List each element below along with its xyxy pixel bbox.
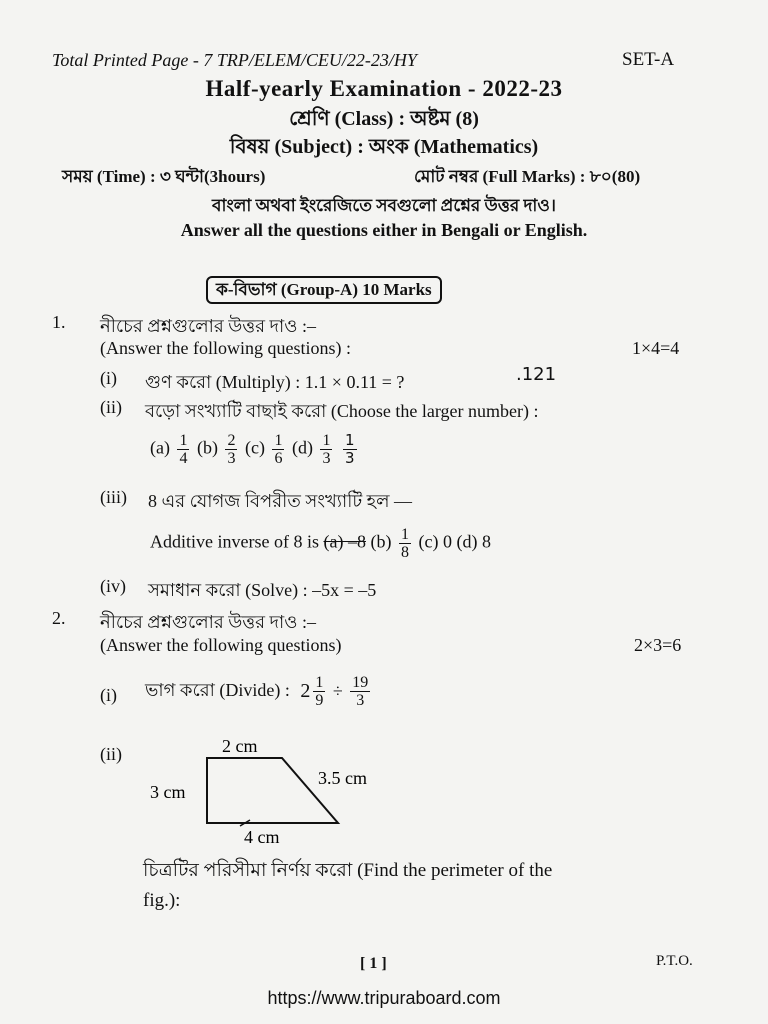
q2-ii-question-line1: চিত্রটির পরিসীমা নির্ণয় করো (Find the perimeter of the: [143, 860, 553, 881]
q1-ii-label: (ii): [100, 397, 122, 417]
option-d: (d) 8: [456, 531, 491, 552]
exam-title: Half-yearly Examination - 2022-23: [205, 76, 563, 101]
option-b-fraction: $\frac{1}{8}$: [400, 526, 409, 561]
q1-iii-text: 8 এর যোগজ বিপরীত সংখ্যাটি হল —: [148, 491, 413, 511]
subject-line: বিষয় (Subject) : অংক (Mathematics): [229, 136, 539, 158]
q1-english-instruction: (Answer the following questions) :: [100, 338, 351, 358]
option-a-struck: (a) –8: [323, 531, 366, 552]
q1-number: 1.: [52, 312, 66, 332]
source-url: https://www.tripuraboard.com: [267, 988, 501, 1008]
time-line: সময় (Time) : ৩ ঘন্টা(3hours): [62, 167, 266, 186]
q1-ii-options: [150, 432, 360, 467]
q2-ii-label: (ii): [100, 744, 122, 764]
option-a-fraction: $\frac{1}{4}$: [179, 432, 188, 467]
pto-label: P.T.O.: [656, 953, 693, 969]
q2-marks: 2×3=6: [634, 635, 682, 655]
q1-i-text: গুণ করো (Multiply) : 1.1 × 0.11 = ?: [145, 372, 405, 392]
q2-number: 2.: [52, 608, 66, 628]
divide-sign: ÷: [332, 681, 343, 701]
q2-i-label: (i): [100, 685, 117, 705]
top-side-label: 2 cm: [222, 736, 258, 756]
option-b-label: (b): [196, 437, 218, 458]
q1-iv-text: সমাধান করো (Solve) : –5x = –5: [148, 580, 377, 600]
q2-bengali-instruction: নীচের প্রশ্নগুলোর উত্তর দাও :–: [100, 612, 316, 632]
q2-i-expression: [145, 674, 373, 709]
full-marks-line: মোট নম্বর (Full Marks) : ৮০(80): [414, 167, 641, 186]
q1-iii-options: [150, 526, 491, 561]
q2-english-instruction: (Answer the following questions): [100, 635, 342, 655]
option-c-fraction: $\frac{1}{6}$: [274, 432, 283, 467]
slant-side-label: 3.5 cm: [318, 768, 367, 788]
option-d-fraction: $\frac{1}{3}$: [322, 432, 331, 467]
handwritten-fraction-answer: $\frac{1}{3}$: [344, 431, 355, 467]
set-label: SET-A: [622, 49, 675, 70]
bottom-side-label: 4 cm: [244, 827, 280, 847]
q2-ii-question-line2: fig.):: [143, 890, 181, 911]
instruction-english: Answer all the questions either in Bengali or English.: [180, 220, 588, 240]
additive-inverse-prefix: Additive inverse of 8 is: [150, 531, 319, 552]
q1-i-handwritten-answer: .121: [516, 364, 557, 385]
q1-iv-label: (iv): [100, 576, 126, 596]
option-c-label: (c): [244, 437, 265, 458]
option-b-fraction: $\frac{2}{3}$: [227, 432, 236, 467]
instruction-bengali: বাংলা অথবা ইংরেজিতে সবগুলো প্রশ্নের উত্তর দাও।: [212, 196, 556, 215]
q1-ii-text: বড়ো সংখ্যাটি বাছাই করো (Choose the larger number) :: [145, 401, 539, 421]
option-c: (c) 0: [418, 531, 452, 552]
page-number: [ 1 ]: [360, 955, 387, 972]
mixed-whole: 2: [300, 680, 311, 702]
divisor-fraction: $\frac{19}{3}$: [352, 674, 369, 709]
class-line: শ্রেণি (Class) : অষ্টম (8): [289, 108, 479, 130]
mixed-fraction: $\frac{1}{9}$: [315, 674, 324, 709]
left-side-label: 3 cm: [150, 782, 186, 802]
q1-marks: 1×4=4: [632, 338, 680, 358]
q1-bengali-instruction: নীচের প্রশ্নগুলোর উত্তর দাও :–: [100, 316, 316, 336]
option-d-label: (d): [291, 437, 313, 458]
option-b-label: (b): [370, 531, 392, 552]
option-a-label: (a): [150, 437, 170, 458]
q2-i-text: ভাগ করো (Divide) :: [145, 680, 290, 700]
q1-i-label: (i): [100, 368, 117, 388]
q1-iii-label: (iii): [100, 487, 127, 507]
printed-page-code: Total Printed Page - 7 TRP/ELEM/CEU/22-23/HY: [52, 50, 417, 70]
trapezium-figure: [140, 730, 400, 855]
group-a-heading: ক-বিভাগ (Group-A) 10 Marks: [206, 276, 442, 304]
